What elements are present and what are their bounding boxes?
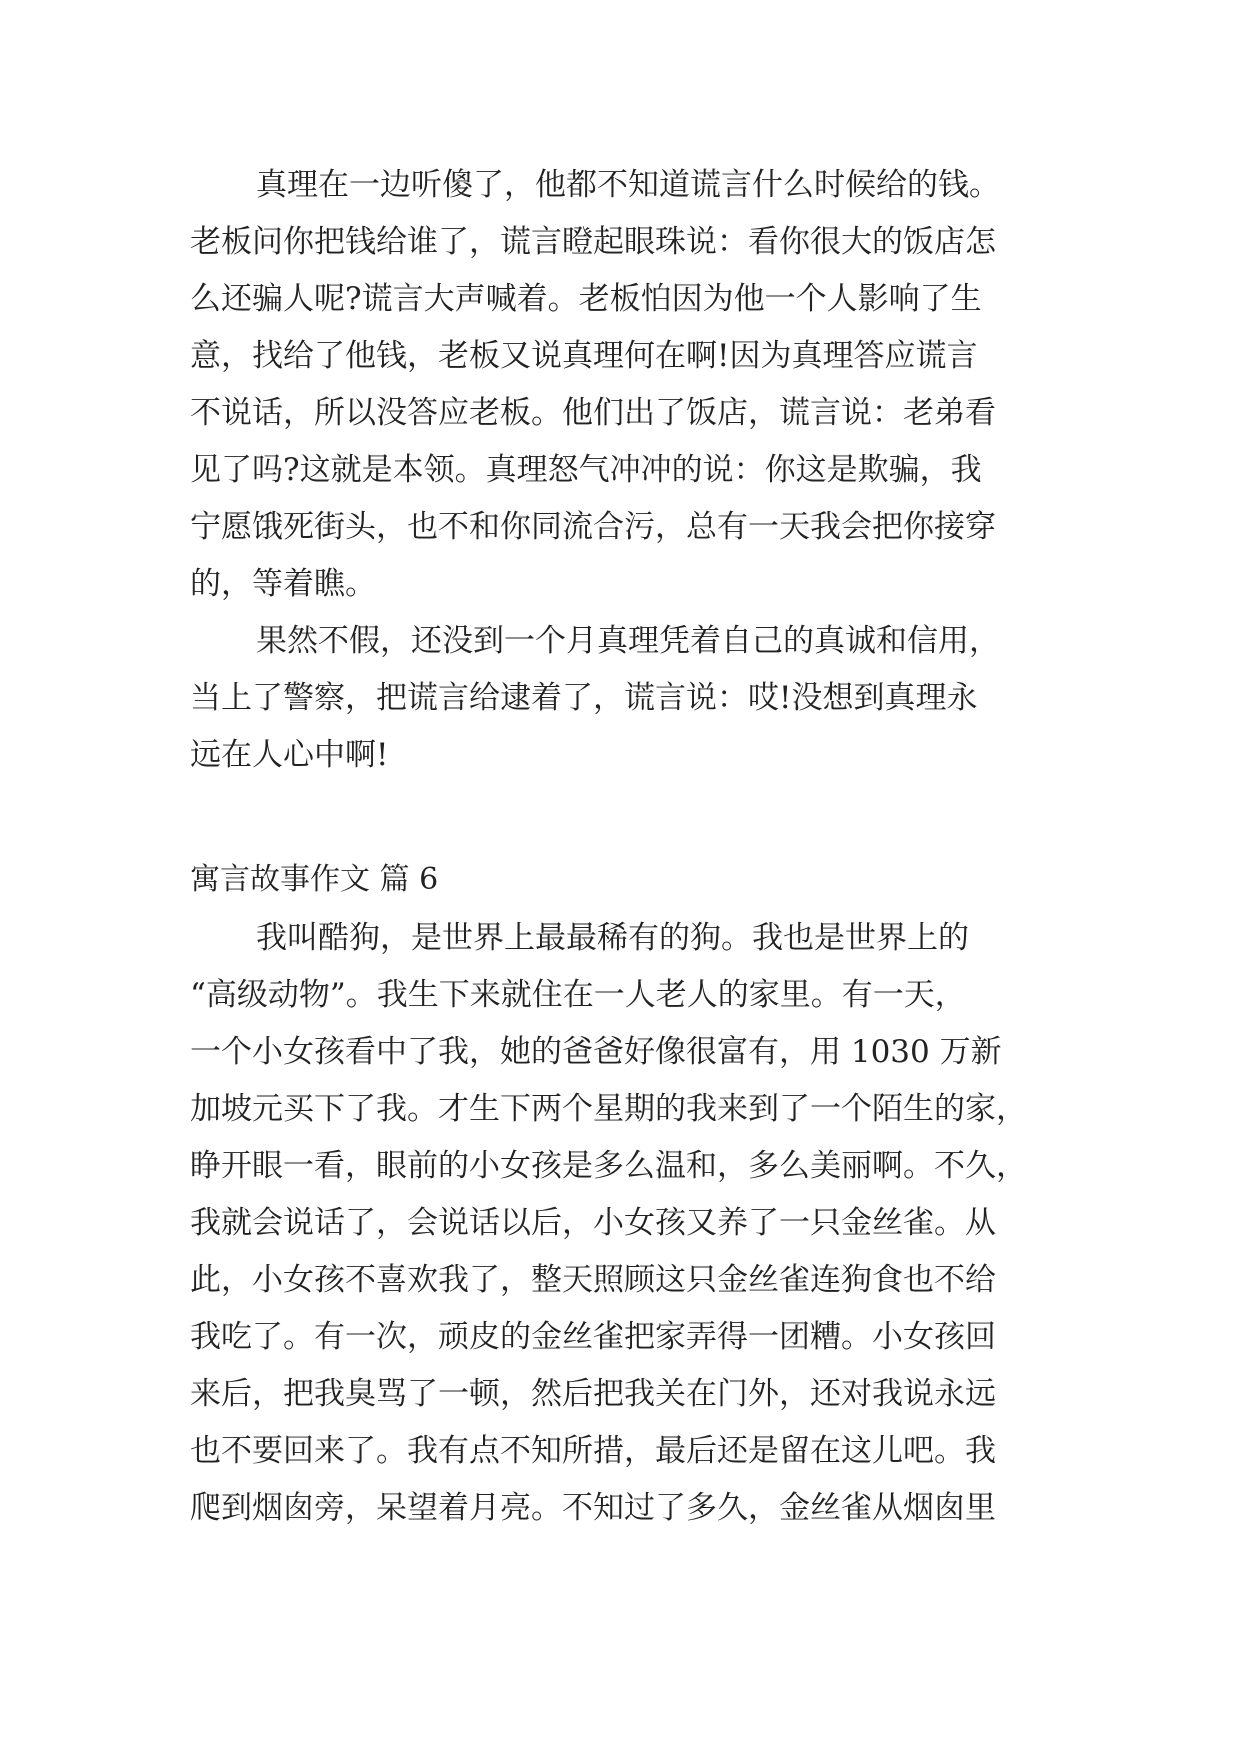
paragraph-line: “高级动物”。我生下来就住在一人老人的家里。有一天，	[190, 977, 966, 1013]
paragraph-line: 此，小女孩不喜欢我了，整天照顾这只金丝雀连狗食也不给	[190, 1262, 996, 1298]
paragraph-line: 果然不假，还没到一个月真理凭着自己的真诚和信用，	[256, 623, 1000, 659]
paragraph-line: 爬到烟囱旁，呆望着月亮。不知过了多久，金丝雀从烟囱里	[190, 1490, 996, 1526]
paragraph-line: 我就会说话了，会说话以后，小女孩又养了一只金丝雀。从	[190, 1205, 996, 1241]
paragraph-line: 老板问你把钱给谁了，谎言瞪起眼珠说：看你很大的饭店怎	[190, 224, 996, 260]
paragraph-line: 睁开眼一看，眼前的小女孩是多么温和，多么美丽啊。不久，	[190, 1148, 1027, 1184]
paragraph-line: 来后，把我臭骂了一顿，然后把我关在门外，还对我说永远	[190, 1376, 996, 1412]
paragraph-line: 意，找给了他钱，老板又说真理何在啊!因为真理答应谎言	[190, 338, 978, 374]
section-heading: 寓言故事作文 篇 6	[190, 862, 439, 897]
paragraph-line: 宁愿饿死街头，也不和你同流合污，总有一天我会把你接穿	[190, 509, 996, 545]
paragraph-line: 真理在一边听傻了，他都不知道谎言什么时候给的钱。	[256, 167, 1000, 203]
paragraph-line: 的，等着瞧。	[190, 566, 376, 602]
paragraph-line: 加坡元买下了我。才生下两个星期的我来到了一个陌生的家，	[190, 1091, 1027, 1127]
paragraph-line: 远在人心中啊!	[190, 737, 389, 773]
paragraph-line: 不说话，所以没答应老板。他们出了饭店，谎言说：老弟看	[190, 395, 996, 431]
paragraph-line: 见了吗?这就是本领。真理怒气冲冲的说：你这是欺骗，我	[190, 452, 982, 488]
paragraph-line: 一个小女孩看中了我，她的爸爸好像很富有，用 1030 万新	[190, 1034, 1002, 1070]
paragraph-line: 么还骗人呢?谎言大声喊着。老板怕因为他一个人影响了生	[190, 281, 982, 317]
paragraph-line: 我吃了。有一次，顽皮的金丝雀把家弄得一团糟。小女孩回	[190, 1319, 996, 1355]
paragraph-line: 也不要回来了。我有点不知所措，最后还是留在这儿吧。我	[190, 1433, 996, 1469]
paragraph-line: 当上了警察，把谎言给逮着了，谎言说：哎!没想到真理永	[190, 680, 978, 716]
paragraph-line: 我叫酷狗，是世界上最最稀有的狗。我也是世界上的	[256, 920, 969, 956]
